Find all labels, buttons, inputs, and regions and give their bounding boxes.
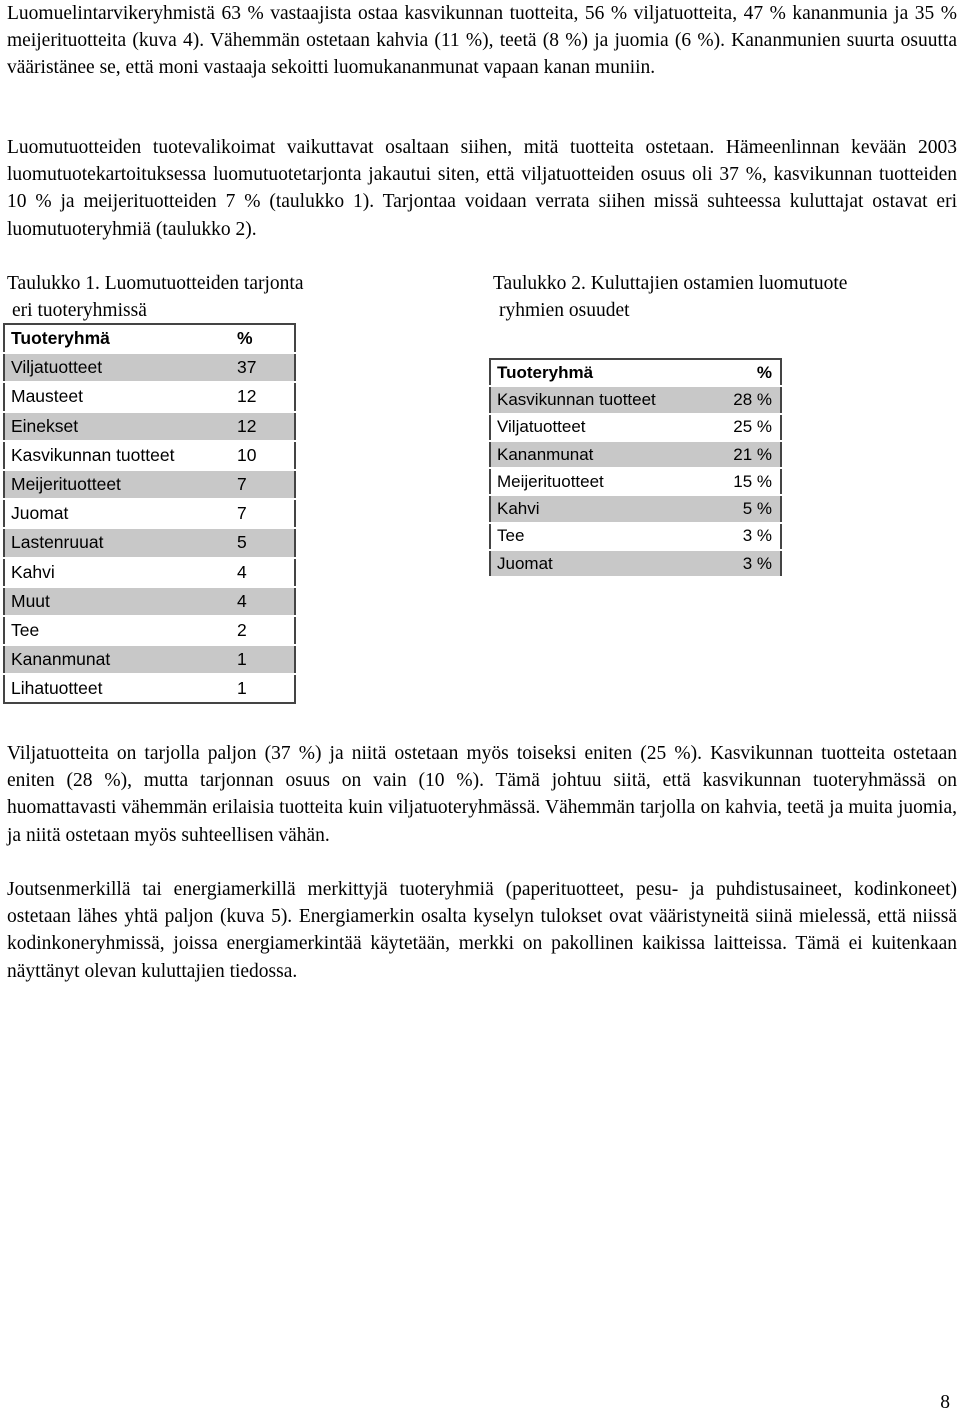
table-purchase-shares	[489, 358, 782, 578]
row-group: Kananmunat	[490, 441, 723, 468]
row-group: Viljatuotteet	[4, 353, 237, 382]
row-percent: 37	[237, 353, 295, 382]
row-percent: 25 %	[733, 417, 772, 437]
table-row	[490, 441, 781, 468]
table-offering-by-group	[3, 323, 296, 704]
row-percent: 28 %	[723, 386, 781, 413]
table-row	[490, 468, 781, 495]
row-percent: 3 %	[742, 526, 772, 546]
row-percent: 4	[237, 561, 247, 582]
row-percent: 15 %	[733, 471, 772, 491]
row-group: Kananmunat	[4, 645, 237, 674]
table-row	[4, 674, 295, 703]
row-percent: 4	[237, 587, 295, 616]
row-group: Lihatuotteet	[11, 678, 103, 699]
row-percent: 1	[237, 645, 295, 674]
row-percent: 12	[237, 412, 295, 441]
row-group: Tee	[497, 526, 525, 546]
table-row	[4, 587, 295, 616]
row-percent: 7	[237, 503, 247, 524]
row-group: Juomat	[11, 503, 69, 524]
table-row	[4, 353, 295, 382]
paragraph-ecolabels: Joutsenmerkillä tai energiamerkillä merkittyjä tuoteryhmiä (paperituotteet, pesu- ja puhdistusaineet, kodinkoneet) ostetaan lähes yhtä paljon (kuva 5). Energiamerkin osalta kyselyn tulokset ovat vääristyneitä siinä mielessä, että niissä kodinkoneryhmissä, joissa energiamerkintää käytetään, merkki on pakollinen kaikissa laitteissa. Tämä ei kuitenkaan näyttänyt olevan kuluttajien tiedossa.	[7, 879, 957, 982]
row-group: Lastenruuat	[4, 528, 237, 557]
table2-caption-line1: Taulukko 2. Kuluttajien ostamien luomutuote	[493, 273, 848, 294]
row-percent: 3 %	[723, 550, 781, 577]
table-row	[4, 558, 295, 587]
row-percent: 21 %	[723, 441, 781, 468]
table-row	[4, 382, 295, 411]
row-percent: 7	[237, 470, 295, 499]
row-group: Meijerituotteet	[4, 470, 237, 499]
row-group: Kasvikunnan tuotteet	[11, 444, 175, 465]
column-header-group: Tuoteryhmä	[11, 328, 110, 349]
table-row	[490, 414, 781, 441]
table-row	[490, 495, 781, 522]
row-percent: 2	[237, 619, 247, 640]
table-row	[490, 523, 781, 550]
row-percent: 10	[237, 444, 257, 465]
row-percent: 5	[237, 528, 295, 557]
table2-caption-line2: ryhmien osuudet	[499, 300, 630, 321]
column-header-percent: %	[237, 328, 253, 349]
page-number: 8	[940, 1392, 950, 1413]
paragraph-product-selection: Luomutuotteiden tuotevalikoimat vaikuttavat osaltaan siihen, mitä tuotteita ostetaan. Hämeenlinnan kevään 2003 luomutuotekartoituksessa luomutuotetarjonta jakautui siten, että viljatuotteiden osuus oli 37 %, kasvikunnan tuotteiden 10 % ja meijerituotteiden 7 % (taulukko 1). Tarjontaa voidaan verrata siihen missä suhteessa kuluttajat ostavat eri luomutuoteryhmiä (taulukko 2).	[7, 137, 957, 240]
paragraph-offering-vs-purchases: Viljatuotteita on tarjolla paljon (37 %) ja niitä ostetaan myös toiseksi eniten (25 %). Kasvikunnan tuotteita ostetaan eniten (28 %), mutta tarjonnan osuus on vain (10 %). Tämä johtuu siitä, että kasvikunnan tuoteryhmässä on huomattavasti vähemmän erilaisia tuotteita kuin viljatuoteryhmässä. Vähemmän tarjolla on kahvia, teetä ja muita juomia, ja niitä ostetaan myös suhteellisen vähän.	[7, 743, 957, 846]
row-group: Einekset	[4, 412, 237, 441]
row-percent: 1	[237, 678, 247, 699]
table-header-row	[4, 324, 295, 353]
table-row	[4, 412, 295, 441]
row-group: Tee	[11, 619, 40, 640]
table-row	[4, 616, 295, 645]
row-group: Viljatuotteet	[497, 417, 586, 437]
table-row	[4, 645, 295, 674]
table1-caption-line1: Taulukko 1. Luomutuotteiden tarjonta	[7, 273, 304, 294]
row-group: Kasvikunnan tuotteet	[490, 386, 723, 413]
table-row	[490, 386, 781, 413]
table-row	[4, 441, 295, 470]
table1-caption-line2: eri tuoteryhmissä	[12, 300, 147, 321]
table-header-row	[490, 359, 781, 386]
row-group: Kahvi	[11, 561, 55, 582]
table-row	[4, 499, 295, 528]
row-percent: 5 %	[723, 495, 781, 522]
table-row	[4, 470, 295, 499]
row-group: Juomat	[490, 550, 723, 577]
row-group: Meijerituotteet	[497, 471, 604, 491]
row-percent: 12	[237, 386, 257, 407]
row-group: Mausteet	[11, 386, 83, 407]
column-header-percent: %	[756, 362, 772, 382]
row-group: Kahvi	[490, 495, 723, 522]
paragraph-purchase-shares: Luomuelintarvikeryhmistä 63 % vastaajista ostaa kasvikunnan tuotteita, 56 % viljatuotteita, 47 % kananmunia ja 35 % meijerituotteita (kuva 4). Vähemmän ostetaan kahvia (11 %), teetä (8 %) ja juomia (6 %). Kananmunien suurta osuutta vääristänee se, että moni vastaaja sekoitti luomukananmunat vapaan kanan muniin.	[7, 3, 957, 79]
column-header-group: Tuoteryhmä	[497, 362, 594, 382]
table-row	[490, 550, 781, 577]
row-group: Muut	[4, 587, 237, 616]
table-row	[4, 528, 295, 557]
